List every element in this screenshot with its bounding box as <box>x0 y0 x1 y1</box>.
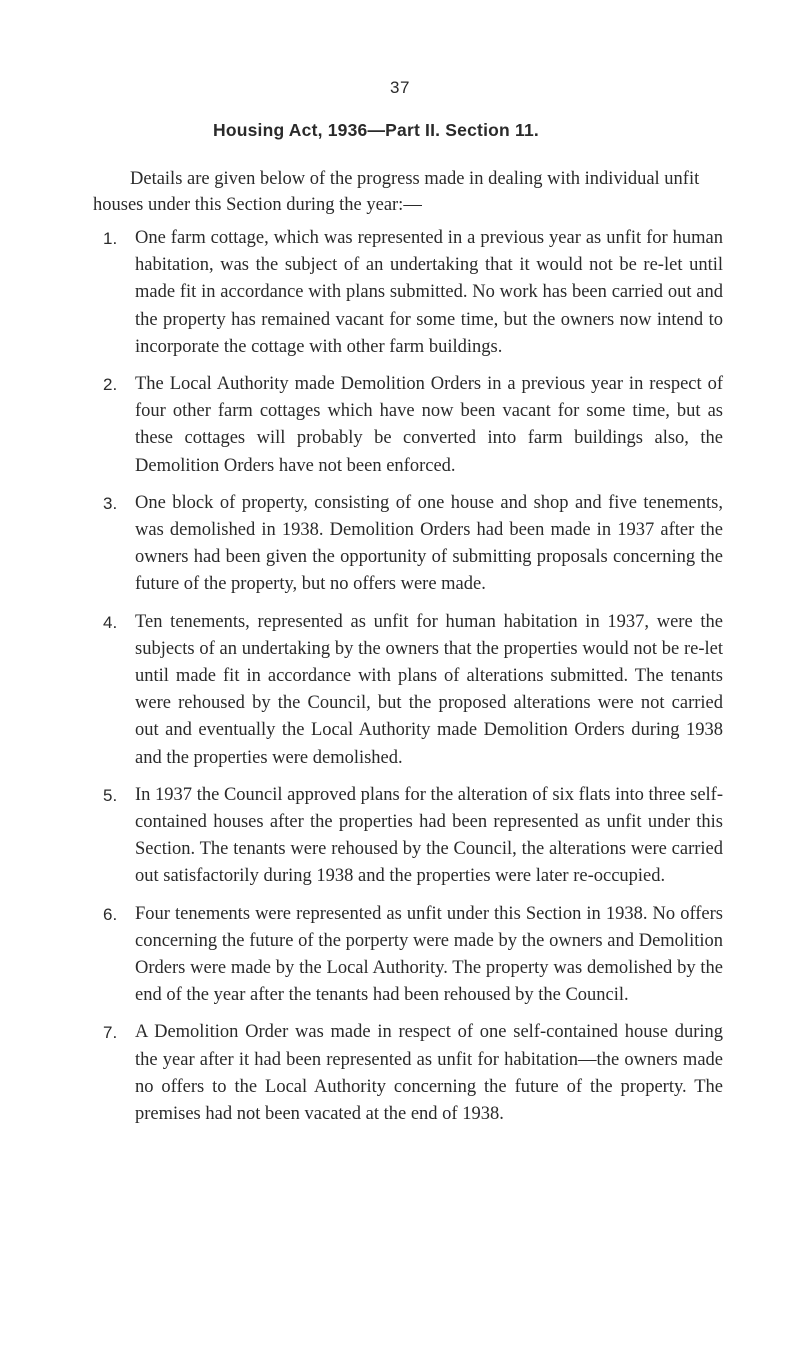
item-text: The Local Authority made Demolition Orders in a previous year in respect of four other farm cottages which have now been vacant for some time, but as these cottages will probably be converted into farm buildings also, the Demolition Orders have not been enforced. <box>135 374 723 476</box>
list-item <box>103 371 723 480</box>
item-text: Four tenements were represented as unfit under this Section in 1938. No offers concerning the future of the porperty were made by the owners and Demolition Orders were made by the Local Authority. The property was demolished by the end of the year after the tenants had been rehoused by the Council. <box>135 903 723 1006</box>
item-text: In 1937 the Council approved plans for the alteration of six flats into three self-contained houses after the properties had been represented as unfit under this Section. The tenants were rehoused by the Council, the alterations were carried out satisfactorily during 1938 and the properties were later re-occupied. <box>135 784 723 887</box>
item-number: 5. <box>103 785 118 805</box>
item-text: One block of property, consisting of one house and shop and five tenements, was demolished in 1938. Demolition Orders had been made in 1937 after the owners had been given the opportunity of submitting proposals concerning the future of the property, but no offers were made. <box>135 492 723 595</box>
item-number: 2. <box>103 375 118 395</box>
item-number: 7. <box>103 1023 118 1043</box>
item-text: Ten tenements, represented as unfit for human habitation in 1937, were the subjects of an undertaking by the owners that the properties would not be re-let until made fit in accordance with plans of alterations submitted. The tenants were rehoused by the Council, but the proposed alterations were not carried out and eventually the Local Authority made Demolition Orders during 1938 and the properties were demolished. <box>135 611 723 768</box>
intro-paragraph: Details are given below of the progress made in dealing with individual unfit houses under this Section during the year:— <box>93 169 700 215</box>
item-number: 1. <box>103 229 118 248</box>
item-number: 4. <box>103 612 118 632</box>
section-heading: Housing Act, 1936—Part II. Section 11. <box>213 120 539 140</box>
list-item <box>103 490 723 599</box>
list-item <box>103 225 723 361</box>
page-number: 37 <box>390 78 410 97</box>
item-text: One farm cottage, which was represented in a previous year as unfit for human habitation, was the subject of an undertaking that it would not be re-let until made fit in accordance with plans submitted. No work has been carried out and the property has remained vacant for some time, but the owners now intend to incorporate the cottage with other farm buildings. <box>135 228 723 357</box>
item-number: 6. <box>103 904 118 924</box>
list-item <box>103 782 723 891</box>
numbered-list <box>103 225 723 1138</box>
list-item <box>103 901 723 1010</box>
list-item <box>103 1019 723 1128</box>
item-number: 3. <box>103 493 118 513</box>
list-item <box>103 609 723 772</box>
item-text: A Demolition Order was made in respect of one self-contained house during the year after it had been represented as unfit for habitation—the owners made no offers to the Local Authority concerning the future of the property. The premises had not been vacated at the end of 1938. <box>135 1022 723 1125</box>
